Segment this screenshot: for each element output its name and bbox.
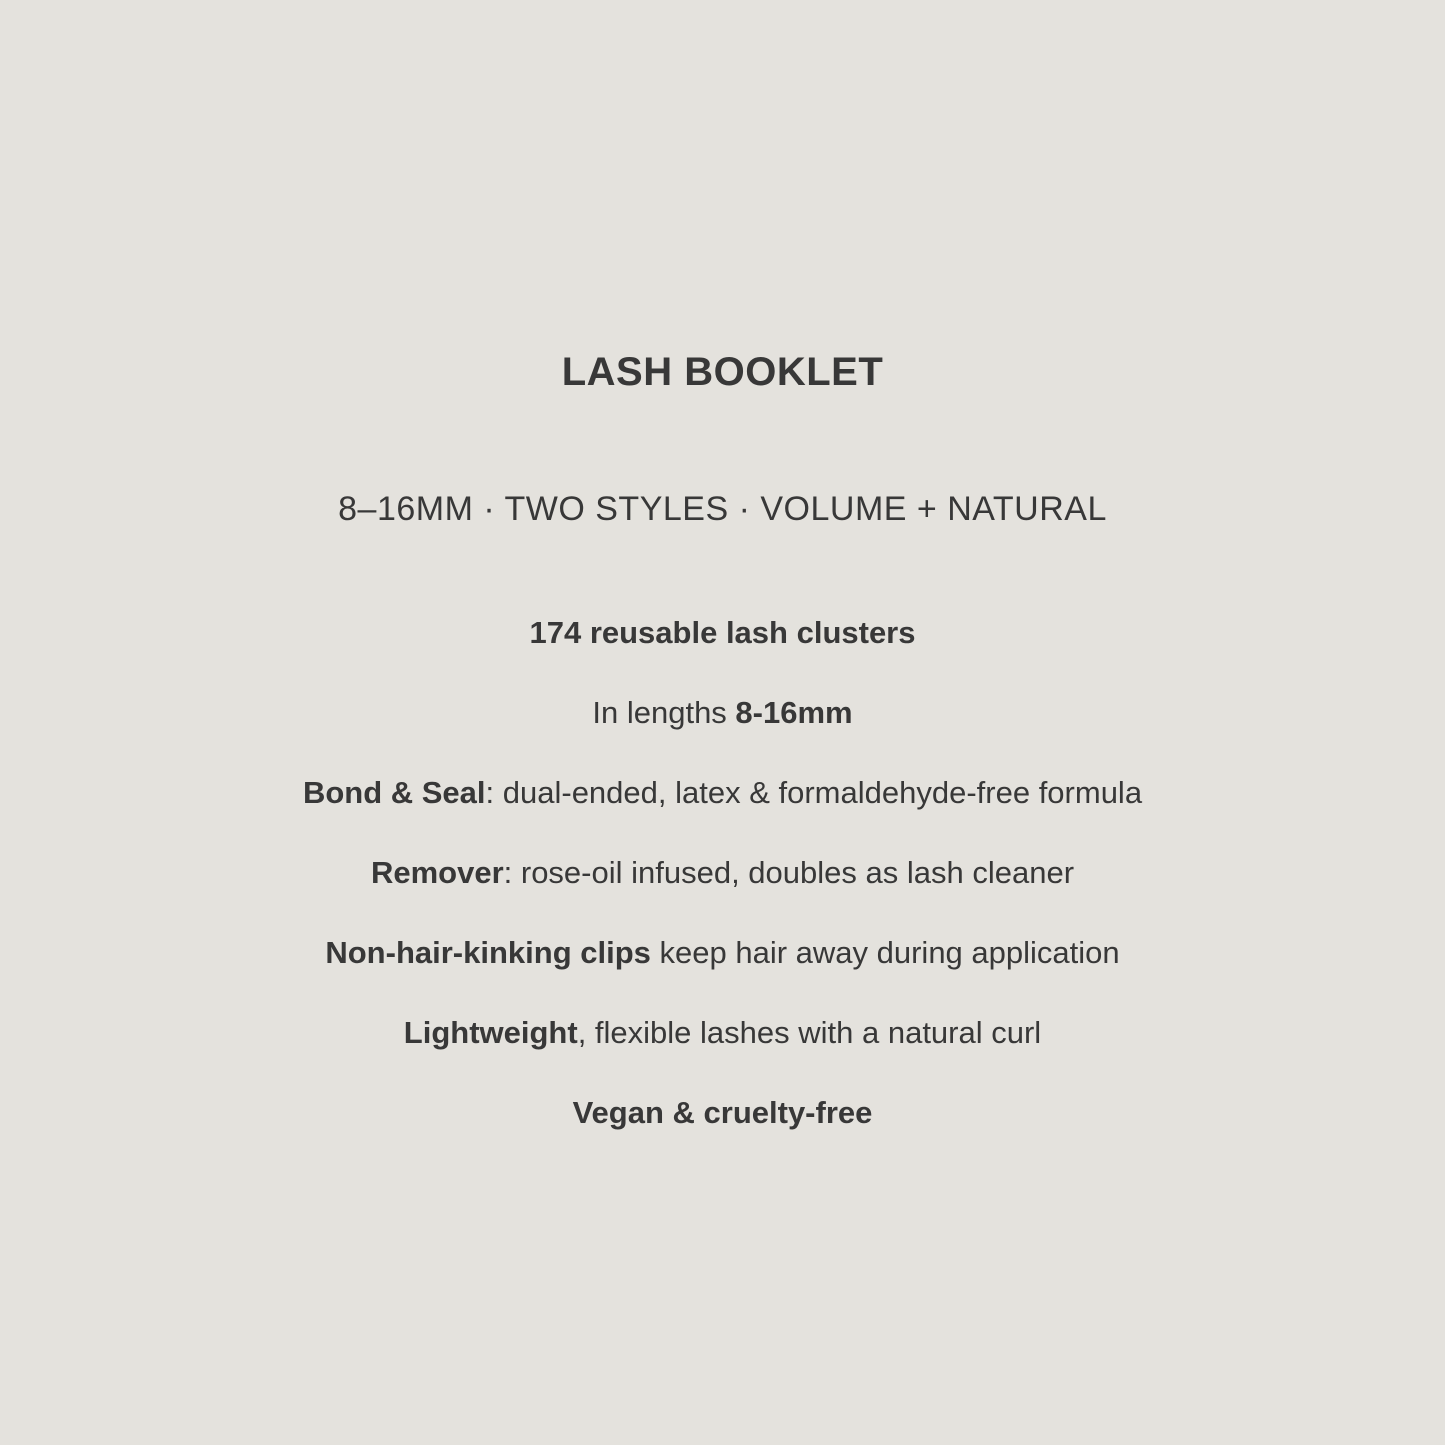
- feature-segment: Non-hair-kinking clips: [325, 935, 651, 970]
- feature-segment: 8-16mm: [735, 695, 853, 730]
- page-subtitle: 8–16MM · TWO STYLES · VOLUME + NATURAL: [338, 490, 1107, 528]
- feature-list: [0, 616, 1445, 1130]
- page-title: LASH BOOKLET: [561, 350, 884, 394]
- feature-segment: Lightweight: [403, 1015, 578, 1050]
- feature-segment: , flexible lashes with a natural curl: [577, 1015, 1042, 1050]
- feature-segment: 174 reusable lash clusters: [529, 615, 916, 650]
- feature-line: [0, 616, 1445, 650]
- feature-segment: Remover: [370, 855, 504, 890]
- feature-segment: Vegan & cruelty-free: [572, 1095, 873, 1130]
- feature-line: [0, 856, 1445, 890]
- feature-line: [0, 696, 1445, 730]
- feature-line: [0, 776, 1445, 810]
- feature-line: [0, 1016, 1445, 1050]
- feature-line: [0, 936, 1445, 970]
- feature-segment: : rose-oil infused, doubles as lash cleaner: [503, 855, 1075, 890]
- feature-segment: keep hair away during application: [650, 935, 1120, 970]
- feature-line: [0, 1096, 1445, 1130]
- feature-segment: In lengths: [592, 695, 736, 730]
- feature-segment: : dual-ended, latex & formaldehyde-free formula: [485, 775, 1143, 810]
- feature-segment: Bond & Seal: [302, 775, 486, 810]
